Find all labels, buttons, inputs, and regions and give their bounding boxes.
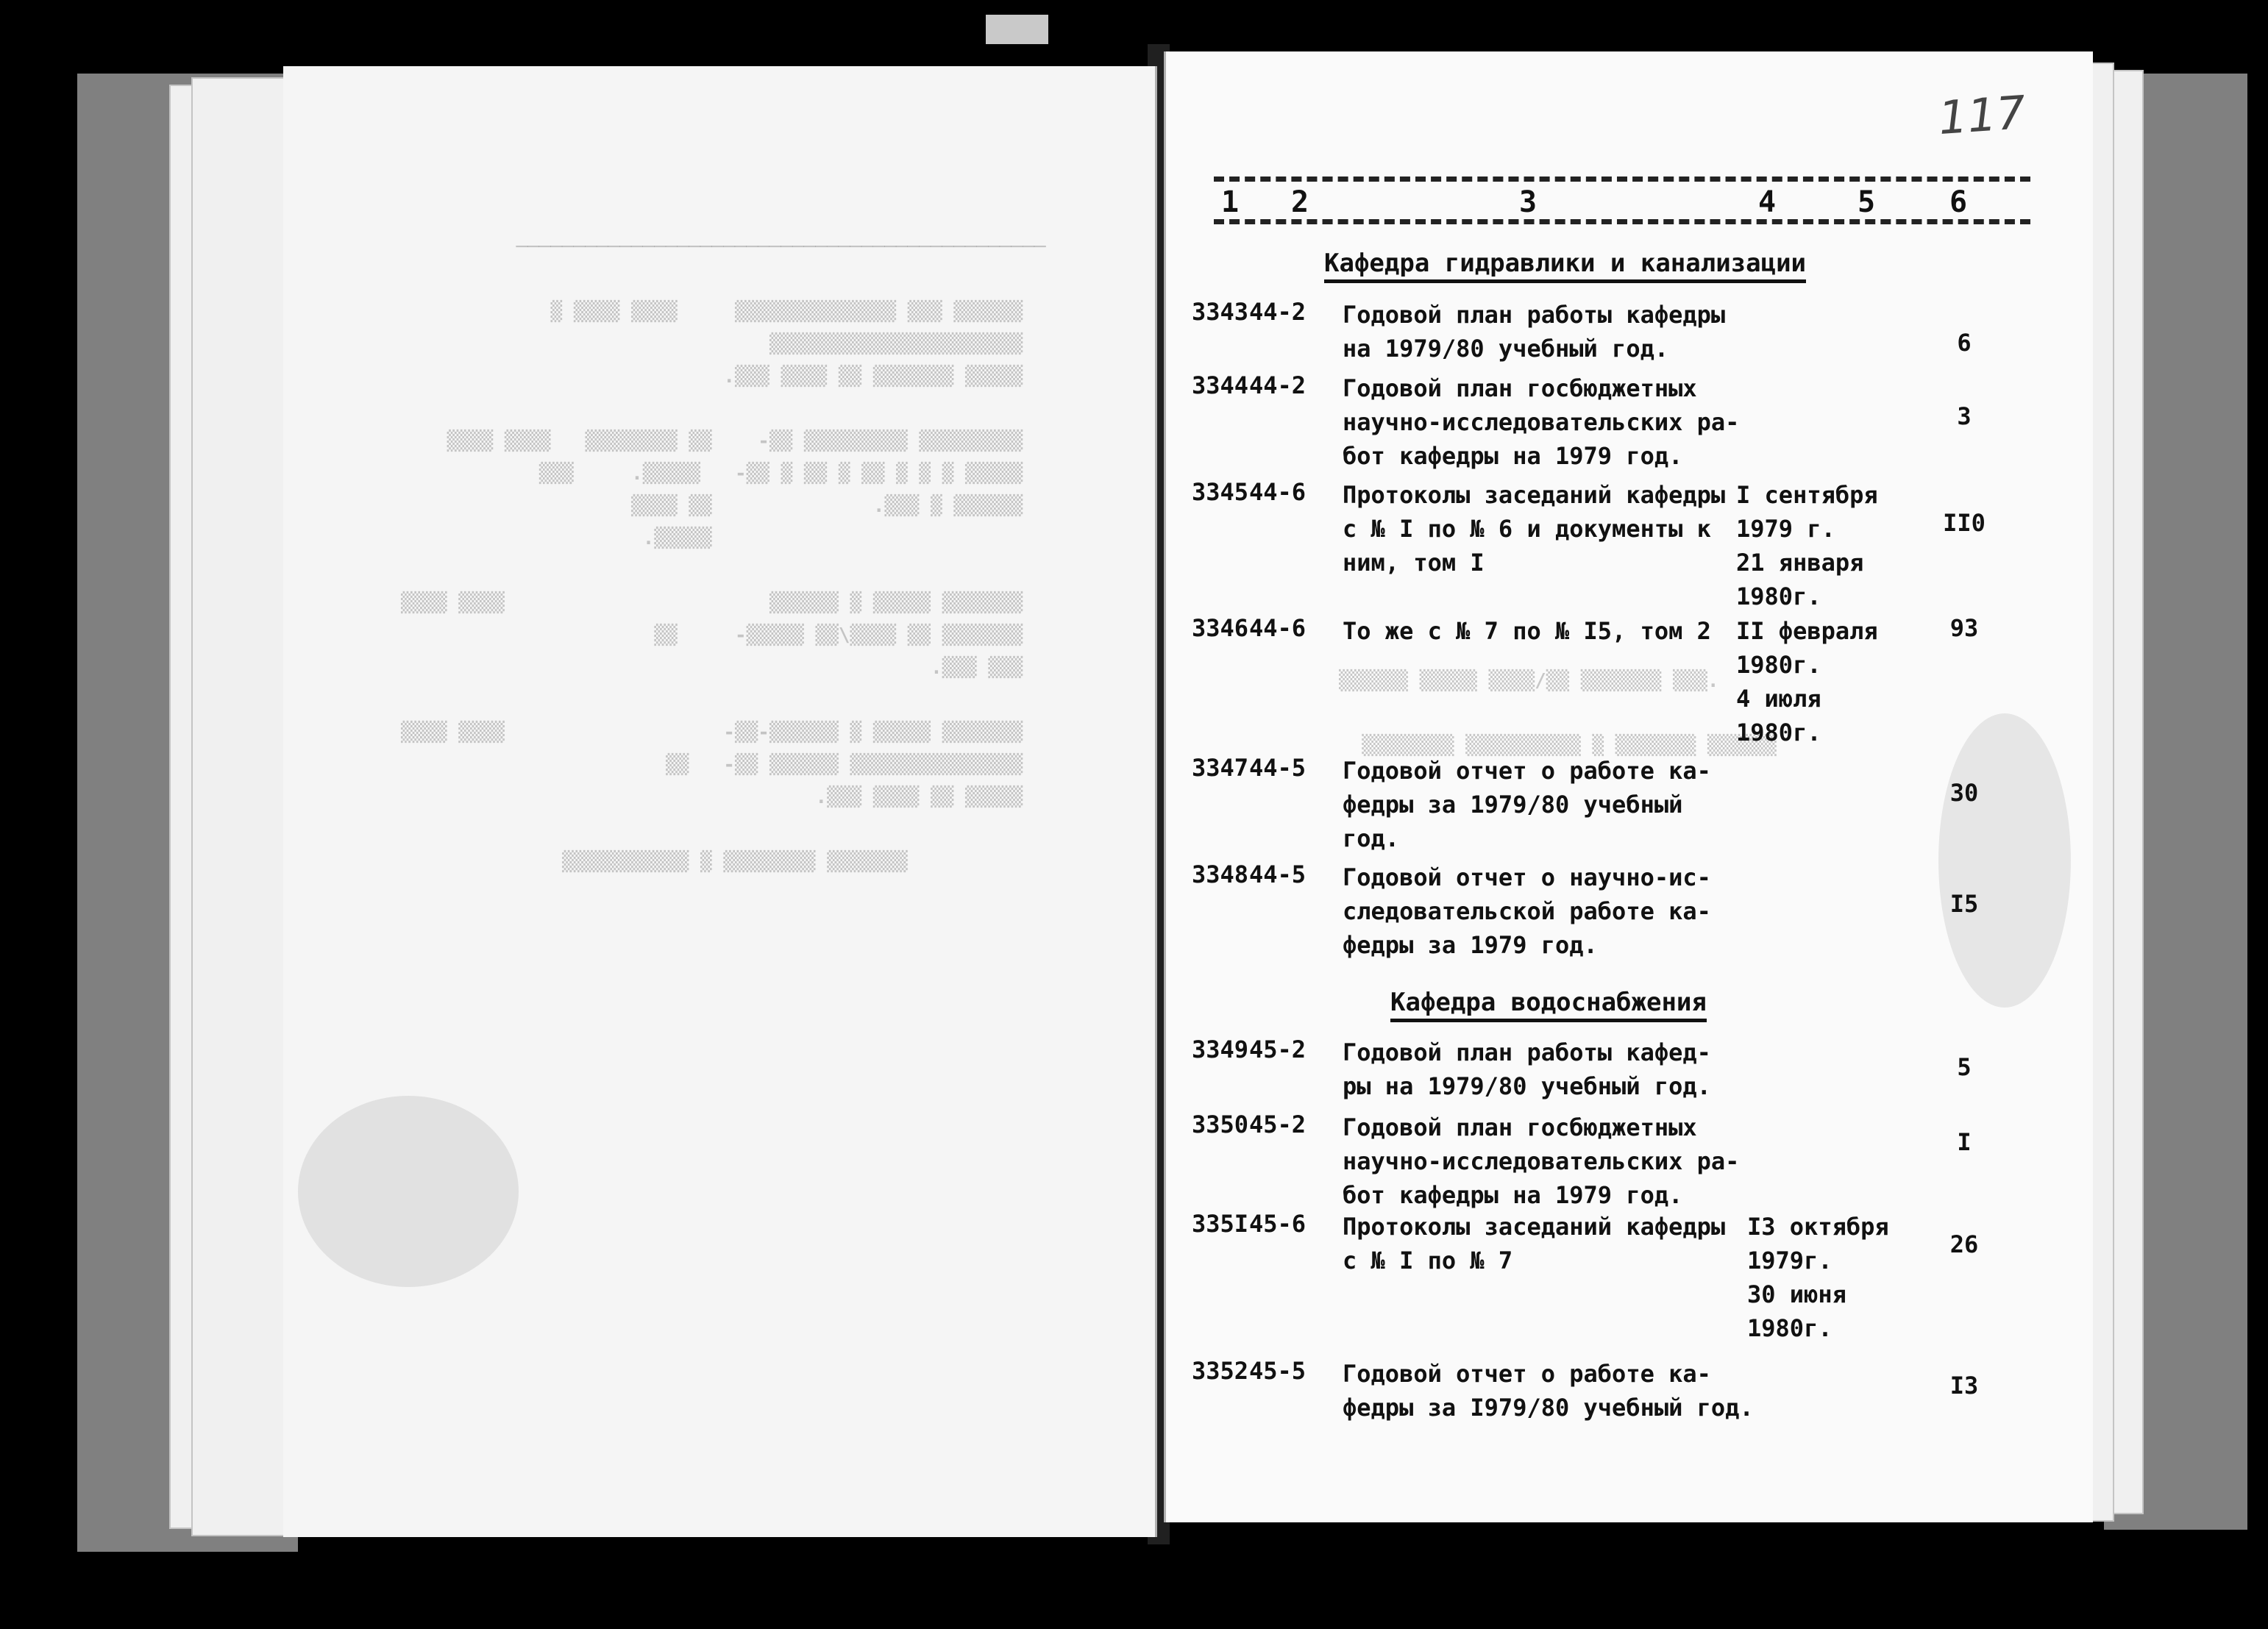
entry-number: 3345 [1192, 478, 1249, 506]
entry-code: 44-2 [1249, 371, 1307, 399]
column-header-1: 1 [1221, 185, 1240, 219]
column-header-5: 5 [1858, 185, 1876, 219]
inventory-entry [1192, 1357, 2045, 1460]
binding-tab [986, 15, 1048, 44]
entry-code: 44-6 [1249, 478, 1307, 506]
page-stain [298, 1096, 519, 1287]
column-header-4: 4 [1758, 185, 1777, 219]
entry-number: 3352 [1192, 1357, 1249, 1385]
entry-title [1343, 860, 1718, 962]
entry-date-line: 1980г. [1736, 651, 1821, 679]
entry-date-line: 1980г. [1736, 582, 1821, 610]
entry-number: 3344 [1192, 371, 1249, 399]
entry-title [1343, 1357, 1754, 1425]
inventory-entry [1192, 371, 2045, 474]
entry-title-line: бот кафедры на 1979 год. [1343, 442, 1683, 470]
entry-title [1343, 298, 1726, 366]
entry-title-line: бот кафедры на 1979 год. [1343, 1181, 1683, 1209]
inventory-entry [1192, 754, 2045, 857]
entry-title-line: ним, том I [1343, 549, 1485, 577]
entry-sheet-count: I [1957, 1128, 1972, 1156]
entry-code: 45-2 [1249, 1035, 1307, 1063]
entry-code: 44-5 [1249, 860, 1307, 888]
entry-title [1343, 478, 1726, 580]
entry-number: 3343 [1192, 298, 1249, 326]
entry-date-line: I3 октября [1747, 1213, 1889, 1241]
header-rule-bottom [1214, 219, 2030, 224]
entry-code: 44-6 [1249, 614, 1307, 642]
entry-title-line: Протоколы заседаний кафедры [1343, 481, 1726, 509]
entry-title [1343, 614, 1718, 648]
entry-title-line: Годовой план работы кафедры [1343, 301, 1726, 329]
entry-date-line: 4 июля [1736, 685, 1821, 713]
entry-date-line: 1979 г. [1736, 515, 1835, 543]
inventory-entry [1192, 478, 2045, 618]
entry-number: 3347 [1192, 754, 1249, 782]
inventory-entry [1192, 1210, 2045, 1350]
entry-date-line: 30 июня [1747, 1280, 1846, 1308]
entry-sheet-count: 30 [1949, 779, 1979, 807]
entry-dates [1736, 478, 1905, 613]
section-heading: Кафедра водоснабжения [1390, 988, 1707, 1022]
entry-sheet-count: 5 [1957, 1053, 1972, 1081]
entry-title-line: Годовой план госбюджетных [1343, 374, 1697, 402]
entry-sheet-count: 26 [1949, 1230, 1979, 1258]
entry-title-line: следовательской работе ка- [1343, 897, 1711, 925]
entry-title-line: федры за 1979 год. [1343, 931, 1598, 959]
entry-title-line: федры за 1979/80 учебный [1343, 791, 1683, 819]
entry-title-line: с № I по № 7 [1343, 1247, 1513, 1275]
entry-title-line: на 1979/80 учебный год. [1343, 335, 1669, 363]
entry-title-line: научно-исследовательских ра- [1343, 408, 1740, 436]
entry-title-line: Протоколы заседаний кафедры [1343, 1213, 1726, 1241]
entry-number: 3348 [1192, 860, 1249, 888]
inventory-entry [1192, 1111, 2045, 1213]
entry-title-line: с № I по № 6 и документы к [1343, 515, 1711, 543]
inventory-entry [1192, 860, 2045, 963]
entry-code: 44-2 [1249, 298, 1307, 326]
entry-sheet-count: I5 [1949, 890, 1979, 918]
entry-title-line: Годовой отчет о научно-ис- [1343, 863, 1711, 891]
column-header-2: 2 [1291, 185, 1309, 219]
entry-title-line: Годовой план госбюджетных [1343, 1113, 1697, 1141]
entry-title [1343, 1111, 1740, 1212]
entry-date-line: 1980г. [1736, 719, 1821, 746]
header-rule-top [1214, 177, 2030, 182]
entry-title-line: Годовой отчет о работе ка- [1343, 757, 1711, 785]
entry-number: 3346 [1192, 614, 1249, 642]
entry-title-line: ры на 1979/80 учебный год. [1343, 1072, 1711, 1100]
entry-sheet-count: 93 [1949, 614, 1979, 642]
entry-title-line: Годовой отчет о работе ка- [1343, 1360, 1711, 1388]
entry-title [1343, 754, 1718, 855]
entry-date-line: 21 января [1736, 549, 1864, 577]
entry-dates [1736, 614, 1905, 749]
entry-date-line: 1980г. [1747, 1314, 1832, 1342]
column-header-3: 3 [1519, 185, 1538, 219]
entry-date-line: II февраля [1736, 617, 1878, 645]
entry-sheet-count: II0 [1943, 509, 1986, 537]
column-header-6: 6 [1949, 185, 1968, 219]
entry-number: 335I [1192, 1210, 1249, 1238]
entry-title-line: Годовой план работы кафед- [1343, 1038, 1711, 1066]
entry-code: 45-2 [1249, 1111, 1307, 1138]
entry-date-line: 1979г. [1747, 1247, 1832, 1275]
entry-title-line: научно-исследовательских ра- [1343, 1147, 1740, 1175]
entry-title-line: федры за I979/80 учебный год. [1343, 1394, 1754, 1422]
section-heading: Кафедра гидравлики и канализации [1324, 249, 1806, 283]
bleed-through-text: ────────────────────────────────────────────── ▒▒▒▒▒▒ ▒▒▒ ▒▒▒▒▒▒▒▒▒▒▒▒▒▒ ▒▒▒▒ ▒▒▒▒ ▒ ▒▒▒▒▒▒▒▒▒▒▒▒▒▒▒▒▒▒▒▒▒▒ ▒▒▒▒▒ ▒▒▒▒▒▒▒ ▒▒ ▒▒▒▒ ▒▒▒. ▒▒▒▒▒▒▒▒▒ ▒▒▒▒▒▒▒▒▒ ▒▒- ▒▒ ▒▒▒▒▒▒▒▒ ▒▒▒▒ ▒▒▒▒ ▒▒▒▒▒ ▒ ▒ ▒ ▒▒ ▒ ▒▒ ▒ ▒▒- ▒▒▒▒▒. ▒▒▒ ▒▒▒▒▒▒ ▒ ▒▒▒. ▒▒ ▒▒▒▒ ▒▒▒▒▒. ▒▒▒▒▒▒▒ ▒▒▒▒▒ ▒ ▒▒▒▒▒▒ ▒▒▒▒ ▒▒▒▒ ▒▒▒▒▒▒▒ ▒▒ ▒▒▒▒/▒▒ ▒▒▒▒▒- ▒▒ ▒▒▒ ▒▒▒. ▒▒▒▒▒▒▒ ▒▒▒▒▒ ▒ ▒▒▒▒▒▒-▒▒- ▒▒▒▒ ▒▒▒▒ ▒▒▒▒▒▒▒▒▒▒▒▒▒▒▒ ▒▒▒▒▒▒ ▒▒- ▒▒ ▒▒▒▒▒ ▒▒ ▒▒▒▒ ▒▒▒. ▒▒▒▒▒▒▒ ▒▒▒▒▒▒▒▒ ▒ ▒▒▒▒▒▒▒▒▒▒▒ [401, 236, 1046, 873]
inventory-entry [1192, 614, 2045, 754]
entry-number: 3349 [1192, 1035, 1249, 1063]
entry-sheet-count: 6 [1957, 329, 1972, 357]
entry-code: 45-6 [1249, 1210, 1307, 1238]
show-through-text: ▒▒▒▒▒▒ ▒▒▒▒▒ ▒▒▒▒/▒▒ ▒▒▒▒▒▒▒ ▒▒▒. ▒▒▒▒▒▒▒▒ ▒▒▒▒▒▒▒▒▒▒ ▒ ▒▒▒▒▒▒▒ ▒▒▒▒▒▒ [1339, 670, 1777, 757]
entry-title-line: год. [1343, 824, 1400, 852]
left-page [283, 66, 1157, 1537]
entry-title-line: То же с № 7 по № I5, том 2 [1343, 617, 1711, 645]
entry-date-line: I сентября [1736, 481, 1878, 509]
entry-code: 44-5 [1249, 754, 1307, 782]
entry-dates [1747, 1210, 1916, 1345]
entry-code: 45-5 [1249, 1357, 1307, 1385]
entry-sheet-count: I3 [1949, 1372, 1979, 1400]
entry-title [1343, 1035, 1718, 1103]
entry-title [1343, 371, 1740, 473]
entry-number: 3350 [1192, 1111, 1249, 1138]
entry-sheet-count: 3 [1957, 402, 1972, 430]
page-folio-number: 117 [1936, 85, 2027, 146]
entry-title [1343, 1210, 1726, 1277]
